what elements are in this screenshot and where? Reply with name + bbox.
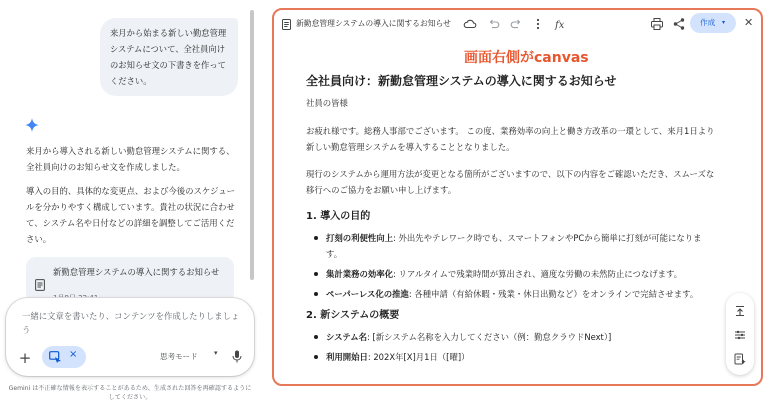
item-label: 打刻の利便性向上 (326, 233, 393, 243)
microphone-icon[interactable] (232, 350, 242, 363)
list-item (306, 266, 716, 282)
section-list (306, 329, 716, 365)
list-item (306, 329, 716, 345)
item-text: : リアルタイムで残業時間が算出され、適度な労働の未然防止につなげます。 (393, 269, 683, 279)
share-icon[interactable] (672, 17, 686, 31)
item-label: 利用開始日 (326, 352, 368, 362)
item-text: : 外出先やテレワーク時でも、スマートフォンやPCから簡単に打刻が可能になります。 (326, 233, 702, 259)
list-item (306, 230, 716, 262)
document-greeting: 社員の皆様 (306, 98, 348, 108)
gemini-sparkle-icon (25, 118, 39, 132)
reply-paragraph: 来月から導入される新しい勤怠管理システムに関する、全社員向けのお知らせ文を作成しました。 (26, 146, 235, 172)
chat-scrollbar[interactable] (250, 10, 254, 280)
print-icon[interactable] (650, 17, 664, 31)
canvas-panel (272, 8, 763, 386)
floating-toolbar (726, 293, 754, 375)
item-text: : [新システム名称を入力してください（例：勤怠クラウドNext）] (367, 332, 612, 342)
close-canvas-button[interactable]: ✕ (744, 16, 754, 29)
list-item (306, 349, 716, 365)
doc-chip-title: 新勤怠管理システムの導入に関するお知らせ (53, 267, 220, 277)
item-label: システム名 (326, 332, 368, 342)
jump-to-top-icon[interactable] (734, 305, 746, 317)
chevron-down-icon[interactable]: ▾ (214, 349, 218, 357)
undo-icon[interactable] (487, 17, 501, 31)
prompt-composer[interactable] (6, 298, 254, 376)
thinking-mode-button[interactable]: 思考モード (160, 352, 198, 361)
document-paragraph: 現行のシステムから運用方法が変更となる箇所がございますので、以下の内容をご確認いただき、スムーズな移行へのご協力をお願い申し上げます。 (306, 169, 715, 195)
add-button[interactable]: + (18, 349, 32, 367)
canvas-doc-chip[interactable] (26, 257, 234, 303)
review-icon[interactable] (734, 353, 746, 365)
item-label: ペーパーレス化の推進 (326, 289, 409, 299)
more-icon[interactable] (531, 17, 545, 31)
redo-icon[interactable] (509, 17, 523, 31)
section-list (306, 230, 716, 302)
document-icon (35, 279, 45, 291)
item-text: : 各種申請（有給休暇・残業・休日出勤など）をオンラインで完結させます。 (408, 289, 699, 299)
canvas-toolbar (274, 10, 761, 38)
disclaimer-text: Gemini は不正確な情報を表示することがあるため、生成された回答を再確認するようにしてください。 (8, 385, 252, 401)
canvas-title: 新勤怠管理システムの導入に関するお知らせ (296, 19, 451, 28)
chat-panel (0, 0, 262, 406)
list-item (306, 286, 716, 302)
document-icon (282, 19, 291, 30)
section-heading: 2. 新システムの概要 (306, 310, 400, 321)
item-text: : 202X年[X]月1日（[曜]） (367, 352, 470, 362)
assistant-reply (26, 143, 240, 255)
prompt-input[interactable]: 一緒に文章を書いたり、コンテンツを作成したりしましょう (22, 311, 240, 335)
canvas-tool-icon (49, 351, 62, 363)
chevron-down-icon: ▾ (722, 19, 726, 26)
item-label: 集計業務の効率化 (326, 269, 393, 279)
section-heading: 1. 導入の目的 (306, 211, 371, 222)
annotation-label: 画面右側がcanvas (464, 50, 589, 66)
reply-paragraph: 導入の目的、具体的な変更点、および今後のスケジュールを分かりやすく構成しています。貴社の状況に合わせて、システム名や日付などの詳細を調整してご活用ください。 (26, 186, 236, 244)
svg-text:fx: fx (555, 20, 565, 31)
document-heading: 全社員向け：新勤怠管理システムの導入に関するお知らせ (306, 74, 617, 88)
adjust-icon[interactable] (734, 329, 746, 341)
create-button[interactable] (690, 13, 736, 33)
fx-icon[interactable] (554, 17, 568, 31)
cloud-icon[interactable] (463, 17, 477, 31)
document-paragraph: お疲れ様です。総務人事部でございます。 この度、業務効率の向上と働き方改革の一環として、来月1日より新しい勤怠管理システムを導入することとなりました。 (306, 126, 715, 152)
canvas-tool-chip[interactable] (42, 346, 86, 368)
user-message: 来月から始まる新しい勤怠管理システムについて、全社員向けのお知らせ文の下書きを作ってください。 (100, 18, 238, 96)
create-button-label: 作成 (700, 18, 716, 27)
remove-tool-icon[interactable]: × (69, 349, 78, 360)
canvas-document[interactable] (306, 72, 716, 371)
